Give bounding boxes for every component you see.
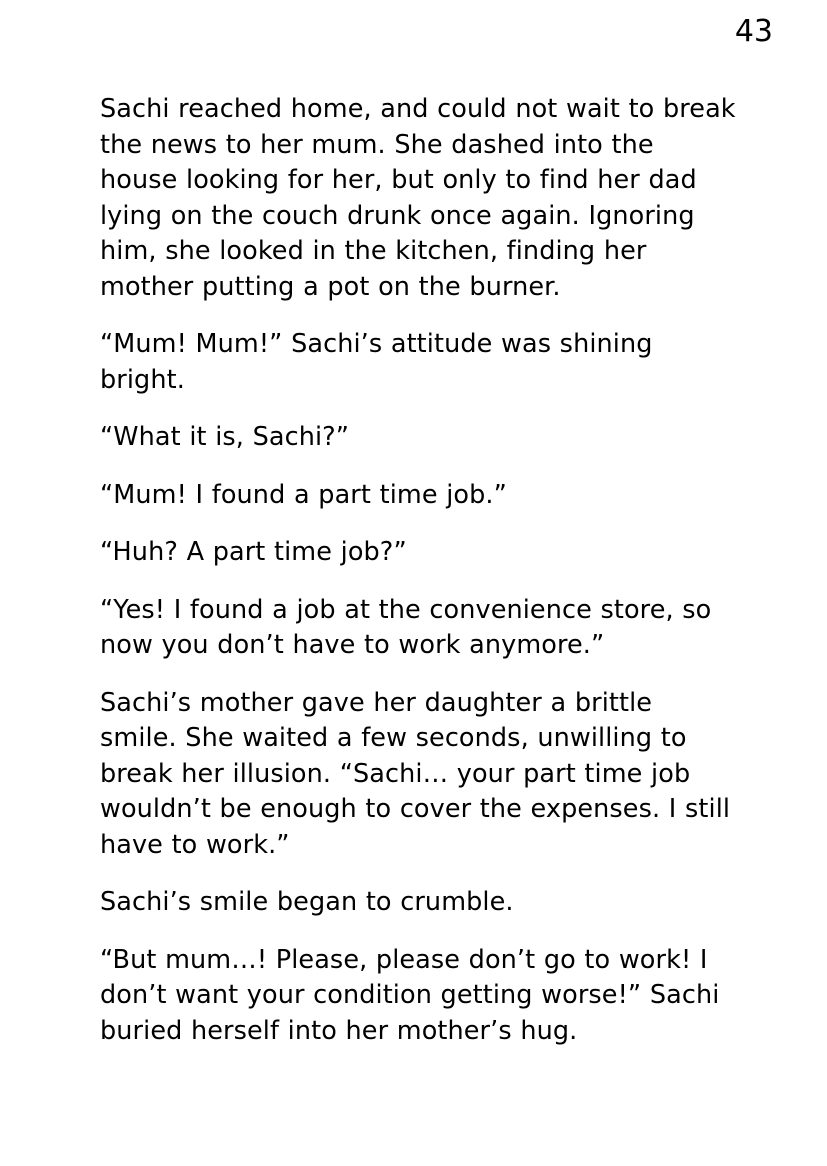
paragraph: Sachi reached home, and could not wait to break the news to her mum. She dashed into the house looking for her, but only to find her dad lying on the couch drunk once again. Ignoring him, she looked in the kitchen, finding her mother putting a pot on the burner. (100, 94, 736, 302)
paragraph: “Huh? A part time job?” (100, 537, 407, 567)
page-body-text (100, 92, 736, 1049)
paragraph: “What it is, Sachi?” (100, 422, 350, 452)
paragraph: “But mum…! Please, please don’t go to work! I don’t want your condition getting worse!” Sachi buried herself into her mother’s hug. (100, 944, 720, 1046)
paragraph: Sachi’s mother gave her daughter a brittle smile. She waited a few seconds, unwilling to break her illusion. “Sachi… your part time job wouldn’t be enough to cover the expenses. I still have to work.” (100, 687, 731, 860)
paragraph: “Yes! I found a job at the convenience store, so now you don’t have to work anymore.” (100, 594, 712, 660)
paragraph: Sachi’s smile began to crumble. (100, 887, 514, 917)
page-number: 43 (734, 14, 773, 49)
paragraph: “Mum! Mum!” Sachi’s attitude was shining bright. (100, 329, 653, 395)
paragraph: “Mum! I found a part time job.” (100, 479, 507, 510)
